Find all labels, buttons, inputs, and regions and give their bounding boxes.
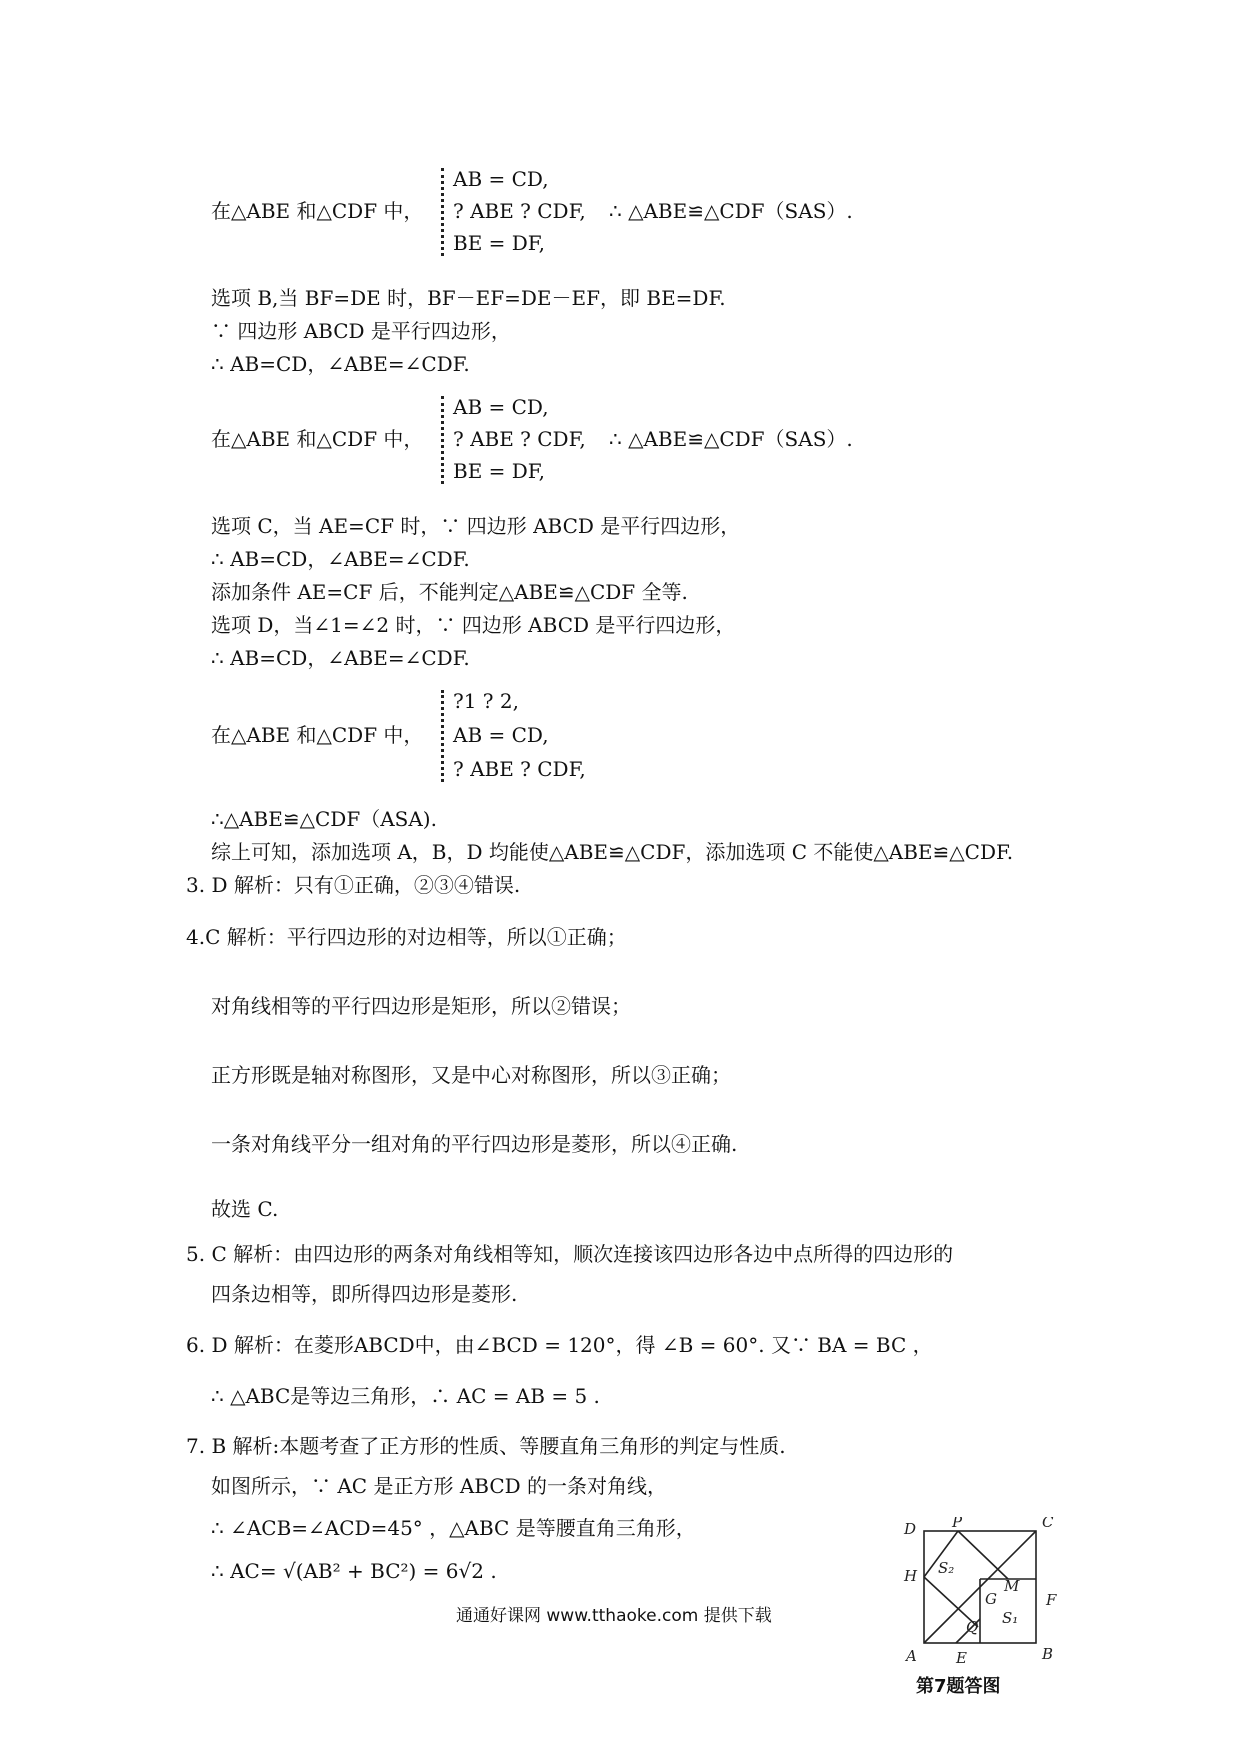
- system-row: ? ABE ? CDF,: [453, 199, 586, 223]
- system-prefix: 在△ABE 和△CDF 中，: [211, 199, 424, 223]
- system-conclusion: ∴ △ABE≌△CDF（SAS）.: [609, 427, 853, 451]
- text-line: 添加条件 AE=CF 后，不能判定△ABE≌△CDF 全等.: [211, 580, 688, 604]
- figure-label: P: [952, 1517, 963, 1531]
- figure-label: C: [1042, 1517, 1054, 1531]
- text-line: ∴ ∠ACB=∠ACD=45° ，△ABC 是等腰直角三角形，: [211, 1516, 696, 1540]
- figure-label: D: [904, 1520, 917, 1538]
- figure-label: G: [985, 1590, 997, 1608]
- brace-icon: [441, 168, 447, 256]
- text-line: 选项 D，当∠1=∠2 时，∵ 四边形 ABCD 是平行四边形，: [211, 613, 736, 637]
- figure-label: B: [1042, 1645, 1054, 1663]
- text-line: 选项 C，当 AE=CF 时，∵ 四边形 ABCD 是平行四边形，: [211, 514, 741, 538]
- text-line: ∴ AC= √(AB² + BC²) = 6√2 .: [211, 1559, 497, 1583]
- figure-label: E: [956, 1649, 967, 1667]
- figure-label: F: [1046, 1591, 1057, 1609]
- answer-6-line: 6. D 解析：在菱形ABCD中，由∠BCD = 120°，得 ∠B = 60°. 又∵ BA = BC ，: [186, 1333, 933, 1357]
- text-line: ∴△ABE≌△CDF（ASA).: [211, 807, 437, 831]
- system-prefix: 在△ABE 和△CDF 中，: [211, 427, 424, 451]
- text-line: ∴ AB=CD，∠ABE=∠CDF.: [211, 646, 470, 670]
- text-line: 选项 B,当 BF=DE 时，BF－EF=DE－EF，即 BE=DF.: [211, 286, 726, 310]
- system-row: BE = DF,: [453, 459, 545, 483]
- figure-label: S₁: [1002, 1609, 1019, 1627]
- text-line: 四条边相等，即所得四边形是菱形.: [211, 1282, 518, 1306]
- system-row: ? ABE ? CDF,: [453, 757, 586, 781]
- page-footer: 通通好课网 www.tthaoke.com 提供下载: [456, 1606, 772, 1626]
- figure-label: H: [904, 1567, 918, 1585]
- text-line: ∴ △ABC是等边三角形，∴ AC = AB = 5 .: [211, 1384, 600, 1408]
- text-line: 故选 C.: [211, 1197, 279, 1221]
- square-diagram-figure: [896, 1517, 1066, 1667]
- system-conclusion: ∴ △ABE≌△CDF（SAS）.: [609, 199, 853, 223]
- system-prefix: 在△ABE 和△CDF 中，: [211, 723, 424, 747]
- text-line: ∴ AB=CD，∠ABE=∠CDF.: [211, 547, 470, 571]
- text-line: 对角线相等的平行四边形是矩形，所以②错误；: [211, 994, 631, 1018]
- system-row: BE = DF,: [453, 231, 545, 255]
- answer-4-line: 4.C 解析：平行四边形的对边相等，所以①正确；: [186, 925, 627, 949]
- figure-label: S₂: [938, 1559, 955, 1577]
- system-row: ?1 ? 2,: [453, 689, 519, 713]
- figure-caption: 第7题答图: [916, 1676, 1001, 1697]
- system-row: AB = CD,: [453, 395, 549, 419]
- text-line: 如图所示，∵ AC 是正方形 ABCD 的一条对角线，: [211, 1474, 668, 1498]
- answer-7-line: 7. B 解析:本题考查了正方形的性质、等腰直角三角形的判定与性质.: [186, 1434, 786, 1458]
- text-line: 综上可知，添加选项 A，B，D 均能使△ABE≌△CDF，添加选项 C 不能使△ABE≌△CDF.: [211, 840, 1014, 864]
- system-row: AB = CD,: [453, 723, 549, 747]
- text-line: 正方形既是轴对称图形，又是中心对称图形，所以③正确；: [211, 1063, 731, 1087]
- text-line: 3. D 解析：只有①正确，②③④错误.: [186, 873, 521, 897]
- figure-label: M: [1004, 1577, 1020, 1595]
- text-line: ∵ 四边形 ABCD 是平行四边形，: [211, 319, 511, 343]
- system-row: ? ABE ? CDF,: [453, 427, 586, 451]
- brace-icon: [441, 396, 447, 484]
- brace-icon: [441, 690, 447, 782]
- system-row: AB = CD,: [453, 167, 549, 191]
- figure-label: A: [906, 1647, 917, 1665]
- answer-5-line: 5. C 解析：由四边形的两条对角线相等知，顺次连接该四边形各边中点所得的四边形的: [186, 1242, 954, 1266]
- text-line: 一条对角线平分一组对角的平行四边形是菱形，所以④正确.: [211, 1132, 738, 1156]
- figure-label: Q: [966, 1618, 979, 1636]
- text-line: ∴ AB=CD，∠ABE=∠CDF.: [211, 352, 470, 376]
